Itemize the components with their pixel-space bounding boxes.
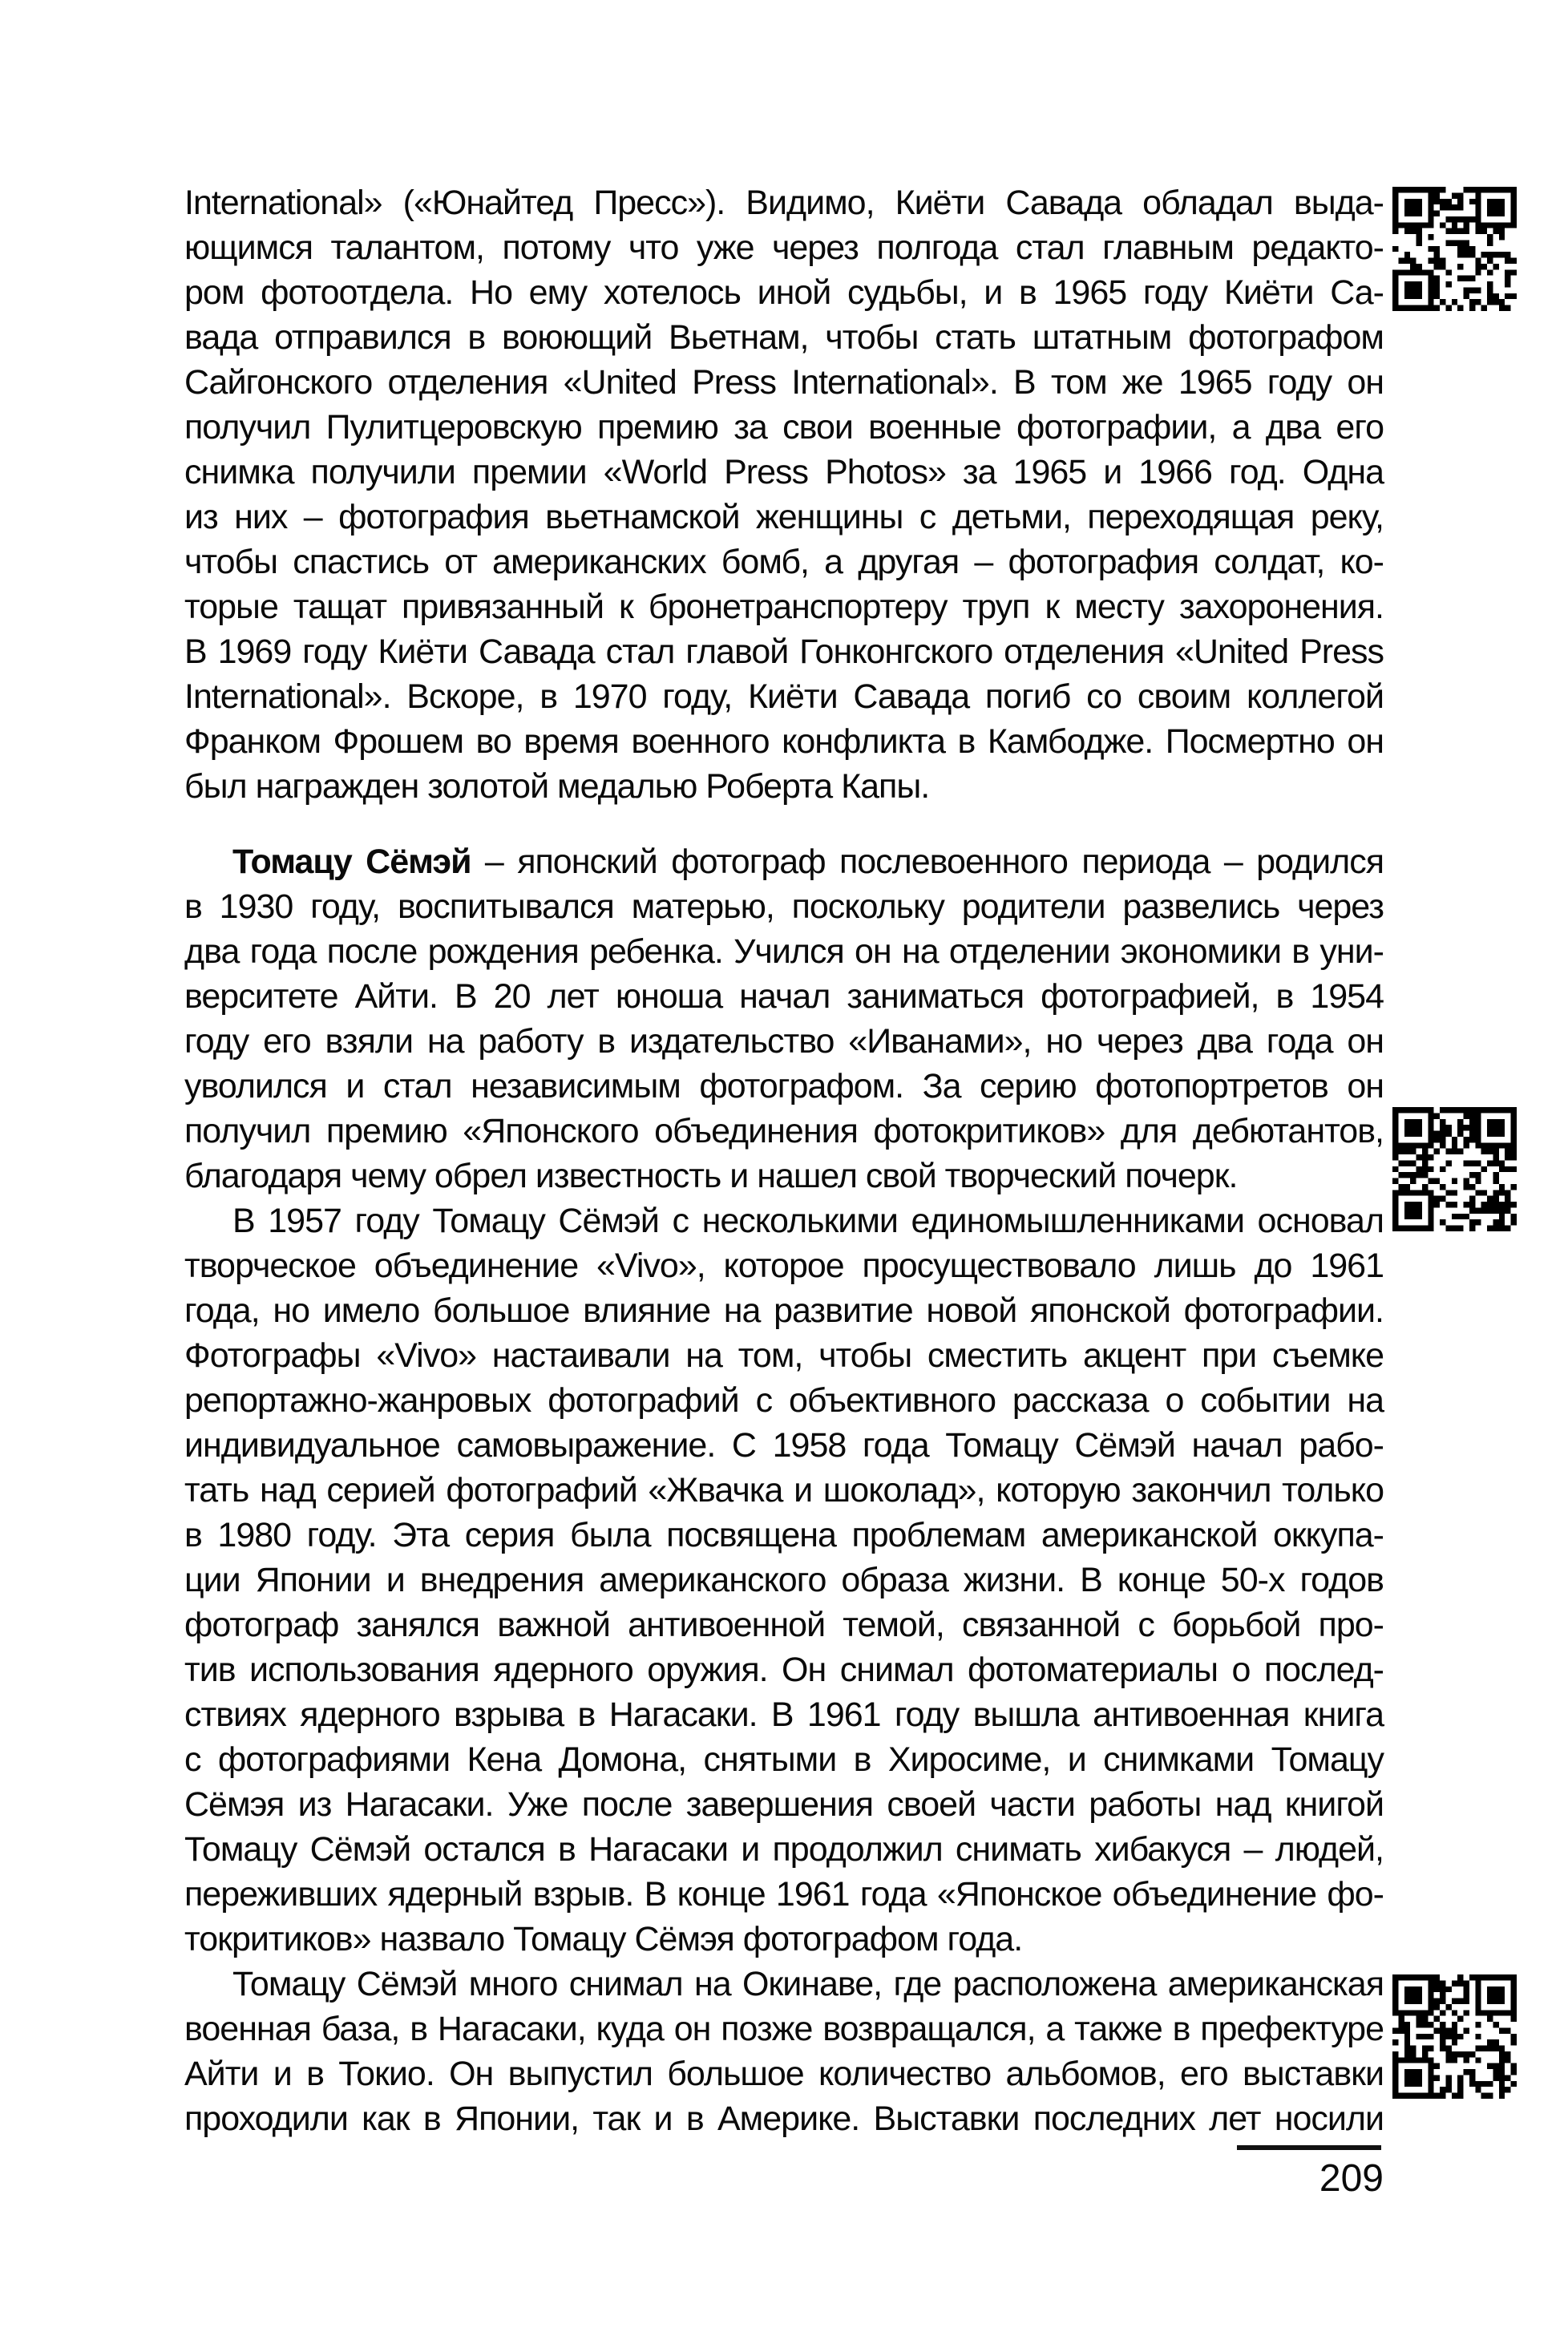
text-line: чтобы спастись от американских бомб, а другая – фотография солдат, ко- (184, 543, 1384, 581)
text-line: верситете Айти. В 20 лет юноша начал заниматься фотографией, в 1954 (184, 977, 1384, 1016)
text-line: году его взяли на работу в издательство «Иванами», но через два года он (184, 1022, 1384, 1061)
paragraph (184, 839, 1384, 1198)
text-line: два года после рождения ребенка. Учился он на отделении экономики в уни- (184, 932, 1384, 971)
text-line: Фотографы «Vivo» настаивали на том, чтобы сместить акцент при съемке (184, 1336, 1384, 1375)
text-line: переживших ядерный взрыв. В конце 1961 года «Японское объединение фо- (184, 1875, 1384, 1914)
paragraph (184, 180, 1384, 809)
text-line: Томацу Сёмэй много снимал на Окинаве, где расположена американская (232, 1965, 1384, 2003)
text-line: тив использования ядерного оружия. Он снимал фотоматериалы о послед- (184, 1651, 1384, 1689)
text-line: военная база, в Нагасаки, куда он позже возвращался, а также в префектуре (184, 2010, 1384, 2048)
text-line: из них – фотография вьетнамской женщины с детьми, переходящая реку, (184, 498, 1384, 536)
text-line: Сайгонского отделения «United Press International». В том же 1965 году он (184, 363, 1384, 402)
text-line: фотограф занялся важной антивоенной темой, связанной с борьбой про- (184, 1606, 1384, 1644)
text-line: получил Пулитцеровскую премию за свои военные фотографии, а два его (184, 408, 1384, 447)
text-line: Франком Фрошем во время военного конфликта в Камбодже. Посмертно он (184, 722, 1384, 761)
text-line: ствиях ядерного взрыва в Нагасаки. В 1961 году вышла антивоенная книга (184, 1695, 1384, 1734)
text-line: Томацу Сёмэй – японский фотограф послевоенного периода – родился (232, 843, 1384, 881)
text-line: в 1980 году. Эта серия была посвящена проблемам американской оккупа- (184, 1516, 1384, 1554)
person-name-bold: Томацу Сёмэй (232, 843, 471, 881)
text-line: ющимся талантом, потому что уже через полгода стал главным редакто- (184, 228, 1384, 267)
text-line: проходили как в Японии, так и в Америке. Выставки последних лет носили (184, 2100, 1384, 2138)
text-line: тать над серией фотографий «Жвачка и шоколад», которую закончил только (184, 1471, 1384, 1510)
footer-rule (1237, 2145, 1381, 2150)
qr-code-icon (1392, 1107, 1517, 1231)
qr-code-icon (1392, 1974, 1517, 2099)
page-number: 209 (1319, 2157, 1384, 2200)
text-line: репортажно-жанровых фотографий с объективного рассказа о событии на (184, 1381, 1384, 1420)
text-line: был награжден золотой медалью Роберта Капы. (184, 767, 930, 806)
qr-code-icon (1392, 187, 1517, 311)
text-line: ции Японии и внедрения американского образа жизни. В конце 50-х годов (184, 1561, 1384, 1599)
text-line: ром фотоотдела. Но ему хотелось иной судьбы, и в 1965 году Киёти Са- (184, 273, 1384, 312)
text-line: в 1930 году, воспитывался матерью, поскольку родители развелись через (184, 887, 1384, 926)
text-line: Айти и в Токио. Он выпустил большое количество альбомов, его выставки (184, 2055, 1384, 2093)
text-line: получил премию «Японского объединения фотокритиков» для дебютантов, (184, 1112, 1384, 1150)
text-line: индивидуальное самовыражение. С 1958 года Томацу Сёмэй начал рабо- (184, 1426, 1384, 1465)
text-line: торые тащат привязанный к бронетранспортеру труп к месту захоронения. (184, 588, 1384, 626)
paragraph (184, 1962, 1384, 2141)
text-line: творческое объединение «Vivo», которое просуществовало лишь до 1961 (184, 1247, 1384, 1285)
text-line: уволился и стал независимым фотографом. За серию фотопортретов он (184, 1067, 1384, 1105)
text-line: вада отправился в воюющий Вьетнам, чтобы стать штатным фотографом (184, 318, 1384, 357)
text-line: International» («Юнайтед Пресс»). Видимо, Киёти Савада обладал выда- (184, 184, 1384, 222)
text-line: В 1957 году Томацу Сёмэй с несколькими единомышленниками основал (232, 1202, 1384, 1240)
text-line: года, но имело большое влияние на развитие новой японской фотографии. (184, 1291, 1384, 1330)
text-line: В 1969 году Киёти Савада стал главой Гонконгского отделения «United Press (184, 633, 1384, 671)
text-line: снимка получили премии «World Press Photos» за 1965 и 1966 год. Одна (184, 453, 1384, 491)
paragraph (184, 1198, 1384, 1962)
text-line: с фотографиями Кена Домона, снятыми в Хиросиме, и снимками Томацу (184, 1740, 1384, 1779)
text-column (184, 180, 1384, 2141)
text-line: International». Вскоре, в 1970 году, Киёти Савада погиб со своим коллегой (184, 677, 1384, 716)
text-line: токритиков» назвало Томацу Сёмэя фотографом года. (184, 1920, 1023, 1958)
text-line: Томацу Сёмэй остался в Нагасаки и продолжил снимать хибакуся – людей, (184, 1830, 1384, 1869)
text-line: благодаря чему обрел известность и нашел свой творческий почерк. (184, 1157, 1238, 1195)
text-line: Сёмэя из Нагасаки. Уже после завершения своей части работы над книгой (184, 1785, 1384, 1824)
